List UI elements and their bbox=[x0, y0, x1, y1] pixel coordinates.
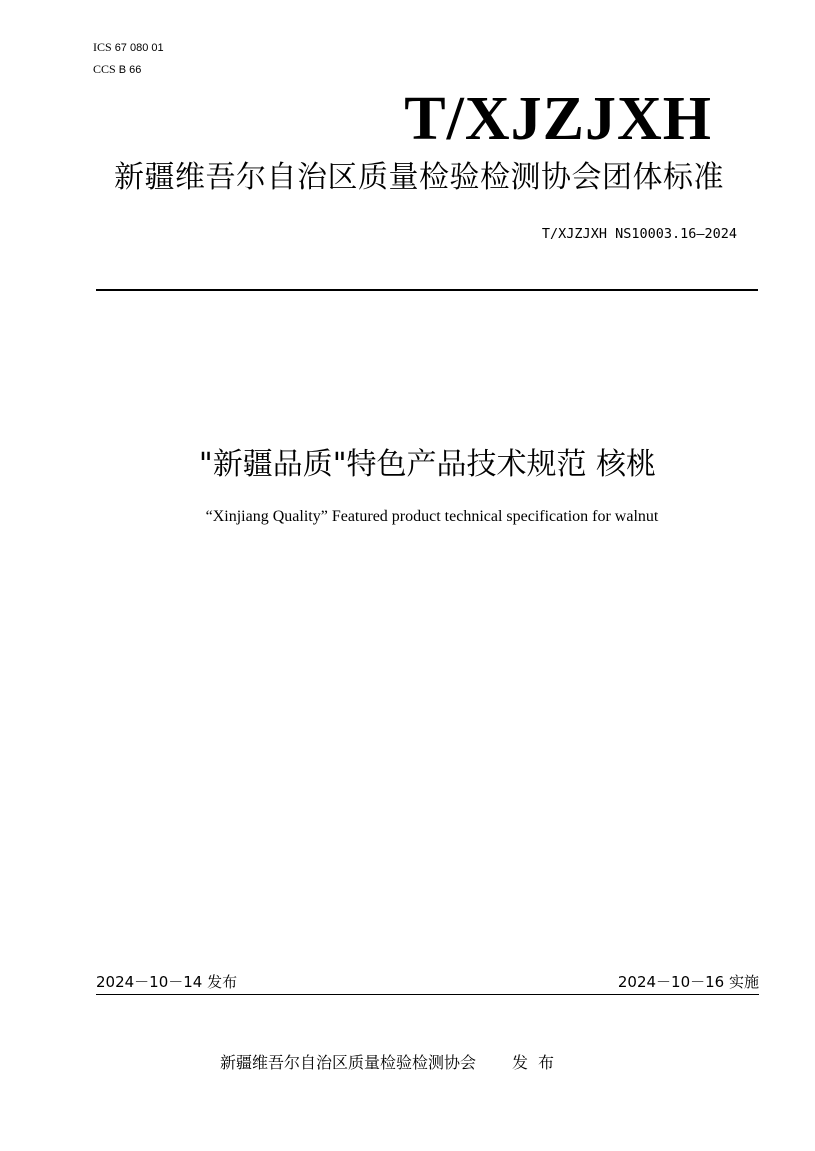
ccs-code: B 66 bbox=[118, 64, 142, 76]
document-title-chinese: "新疆品质"特色产品技术规范 核桃 bbox=[198, 447, 657, 482]
top-divider bbox=[96, 289, 758, 291]
implementation-date: 2024－10－16 实施 bbox=[617, 973, 759, 991]
bottom-divider bbox=[96, 994, 759, 995]
standard-number: T/XJZJXH NS10003.16—2024 bbox=[541, 226, 737, 242]
ccs-label: CCS bbox=[93, 62, 116, 76]
organization-title: 新疆维吾尔自治区质量检验检测协会团体标准 bbox=[114, 160, 724, 195]
ccs-line bbox=[93, 62, 141, 77]
issue-date: 2024－10－14 发布 bbox=[96, 973, 238, 991]
publisher-line bbox=[220, 1052, 564, 1074]
document-title-english: “Xinjiang Quality” Featured product technical specification for walnut bbox=[205, 508, 659, 525]
publish-label: 发布 bbox=[512, 1053, 565, 1072]
ics-line bbox=[93, 40, 164, 55]
standard-logo: T/XJZJXH bbox=[404, 85, 712, 153]
ics-label: ICS bbox=[93, 40, 112, 54]
publisher-name: 新疆维吾尔自治区质量检验检测协会 bbox=[220, 1053, 477, 1072]
ics-code: 67 080 01 bbox=[114, 42, 164, 54]
